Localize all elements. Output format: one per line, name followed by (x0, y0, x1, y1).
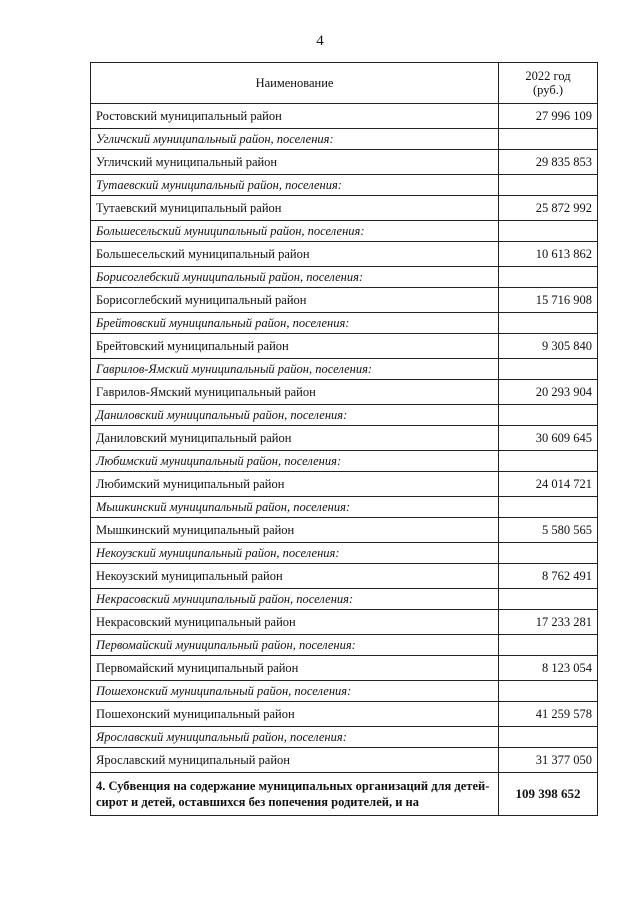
group-label: Мышкинский муниципальный район, поселения: (91, 497, 499, 518)
page-number: 4 (316, 33, 324, 49)
amount-cell: 25 872 992 (499, 196, 598, 221)
table-row (91, 656, 598, 681)
amount-cell (499, 129, 598, 150)
group-label: Гаврилов-Ямский муниципальный район, поселения: (91, 359, 499, 380)
district-name: Даниловский муниципальный район (91, 426, 499, 451)
group-label: Некрасовский муниципальный район, поселения: (91, 589, 499, 610)
table-row (91, 150, 598, 175)
group-label: Борисоглебский муниципальный район, поселения: (91, 267, 499, 288)
amount-cell: 8 123 054 (499, 656, 598, 681)
district-name: Гаврилов-Ямский муниципальный район (91, 380, 499, 405)
table-row (91, 196, 598, 221)
group-header-row (91, 359, 598, 380)
group-header-row (91, 635, 598, 656)
district-name: Ярославский муниципальный район (91, 748, 499, 773)
group-label: Угличский муниципальный район, поселения: (91, 129, 499, 150)
amount-cell (499, 451, 598, 472)
amount-cell (499, 221, 598, 242)
amount-cell: 5 580 565 (499, 518, 598, 543)
amount-cell (499, 497, 598, 518)
table-row (91, 334, 598, 359)
amount-cell (499, 727, 598, 748)
group-header-row (91, 727, 598, 748)
district-name: Первомайский муниципальный район (91, 656, 499, 681)
table-row (91, 380, 598, 405)
total-description: 4. Субвенция на содержание муниципальных организаций для детей-сирот и детей, оставшихся без попечения родителей, и на (91, 773, 499, 816)
group-header-row (91, 497, 598, 518)
total-row (91, 773, 598, 816)
amount-cell (499, 589, 598, 610)
total-value: 109 398 652 (499, 773, 598, 816)
district-name: Мышкинский муниципальный район (91, 518, 499, 543)
amount-cell (499, 175, 598, 196)
group-label: Ярославский муниципальный район, поселения: (91, 727, 499, 748)
amount-cell: 30 609 645 (499, 426, 598, 451)
group-header-row (91, 681, 598, 702)
group-label: Тутаевский муниципальный район, поселения: (91, 175, 499, 196)
header-year (499, 63, 598, 104)
district-name: Пошехонский муниципальный район (91, 702, 499, 727)
group-label: Большесельский муниципальный район, поселения: (91, 221, 499, 242)
district-name: Борисоглебский муниципальный район (91, 288, 499, 313)
amount-cell: 41 259 578 (499, 702, 598, 727)
table-row (91, 610, 598, 635)
table-row (91, 288, 598, 313)
group-label: Любимский муниципальный район, поселения: (91, 451, 499, 472)
group-header-row (91, 313, 598, 334)
amount-cell: 17 233 281 (499, 610, 598, 635)
budget-table (90, 62, 598, 816)
table-row (91, 564, 598, 589)
group-header-row (91, 221, 598, 242)
amount-cell: 27 996 109 (499, 104, 598, 129)
group-label: Первомайский муниципальный район, поселения: (91, 635, 499, 656)
amount-cell (499, 313, 598, 334)
table-body (91, 104, 598, 816)
table-row (91, 472, 598, 497)
group-header-row (91, 175, 598, 196)
amount-cell: 20 293 904 (499, 380, 598, 405)
table-row (91, 426, 598, 451)
district-name: Угличский муниципальный район (91, 150, 499, 175)
group-header-row (91, 129, 598, 150)
table-row (91, 748, 598, 773)
group-header-row (91, 543, 598, 564)
table-row (91, 104, 598, 129)
group-header-row (91, 267, 598, 288)
amount-cell: 31 377 050 (499, 748, 598, 773)
table-row (91, 702, 598, 727)
table-row (91, 518, 598, 543)
group-label: Пошехонский муниципальный район, поселения: (91, 681, 499, 702)
district-name: Ростовский муниципальный район (91, 104, 499, 129)
amount-cell (499, 543, 598, 564)
table-row (91, 242, 598, 267)
amount-cell (499, 681, 598, 702)
district-name: Большесельский муниципальный район (91, 242, 499, 267)
district-name: Некрасовский муниципальный район (91, 610, 499, 635)
amount-cell: 9 305 840 (499, 334, 598, 359)
amount-cell (499, 267, 598, 288)
table-header-row (91, 63, 598, 104)
district-name: Тутаевский муниципальный район (91, 196, 499, 221)
amount-cell: 15 716 908 (499, 288, 598, 313)
header-year-label: 2022 год (525, 69, 571, 83)
group-header-row (91, 405, 598, 426)
district-name: Брейтовский муниципальный район (91, 334, 499, 359)
group-label: Даниловский муниципальный район, поселения: (91, 405, 499, 426)
district-name: Любимский муниципальный район (91, 472, 499, 497)
group-header-row (91, 451, 598, 472)
header-name: Наименование (91, 63, 499, 104)
amount-cell (499, 635, 598, 656)
group-header-row (91, 589, 598, 610)
amount-cell (499, 405, 598, 426)
district-name: Некоузский муниципальный район (91, 564, 499, 589)
amount-cell: 8 762 491 (499, 564, 598, 589)
amount-cell: 29 835 853 (499, 150, 598, 175)
amount-cell (499, 359, 598, 380)
amount-cell: 24 014 721 (499, 472, 598, 497)
amount-cell: 10 613 862 (499, 242, 598, 267)
group-label: Брейтовский муниципальный район, поселения: (91, 313, 499, 334)
header-unit-label: (руб.) (533, 83, 563, 97)
group-label: Некоузский муниципальный район, поселения: (91, 543, 499, 564)
